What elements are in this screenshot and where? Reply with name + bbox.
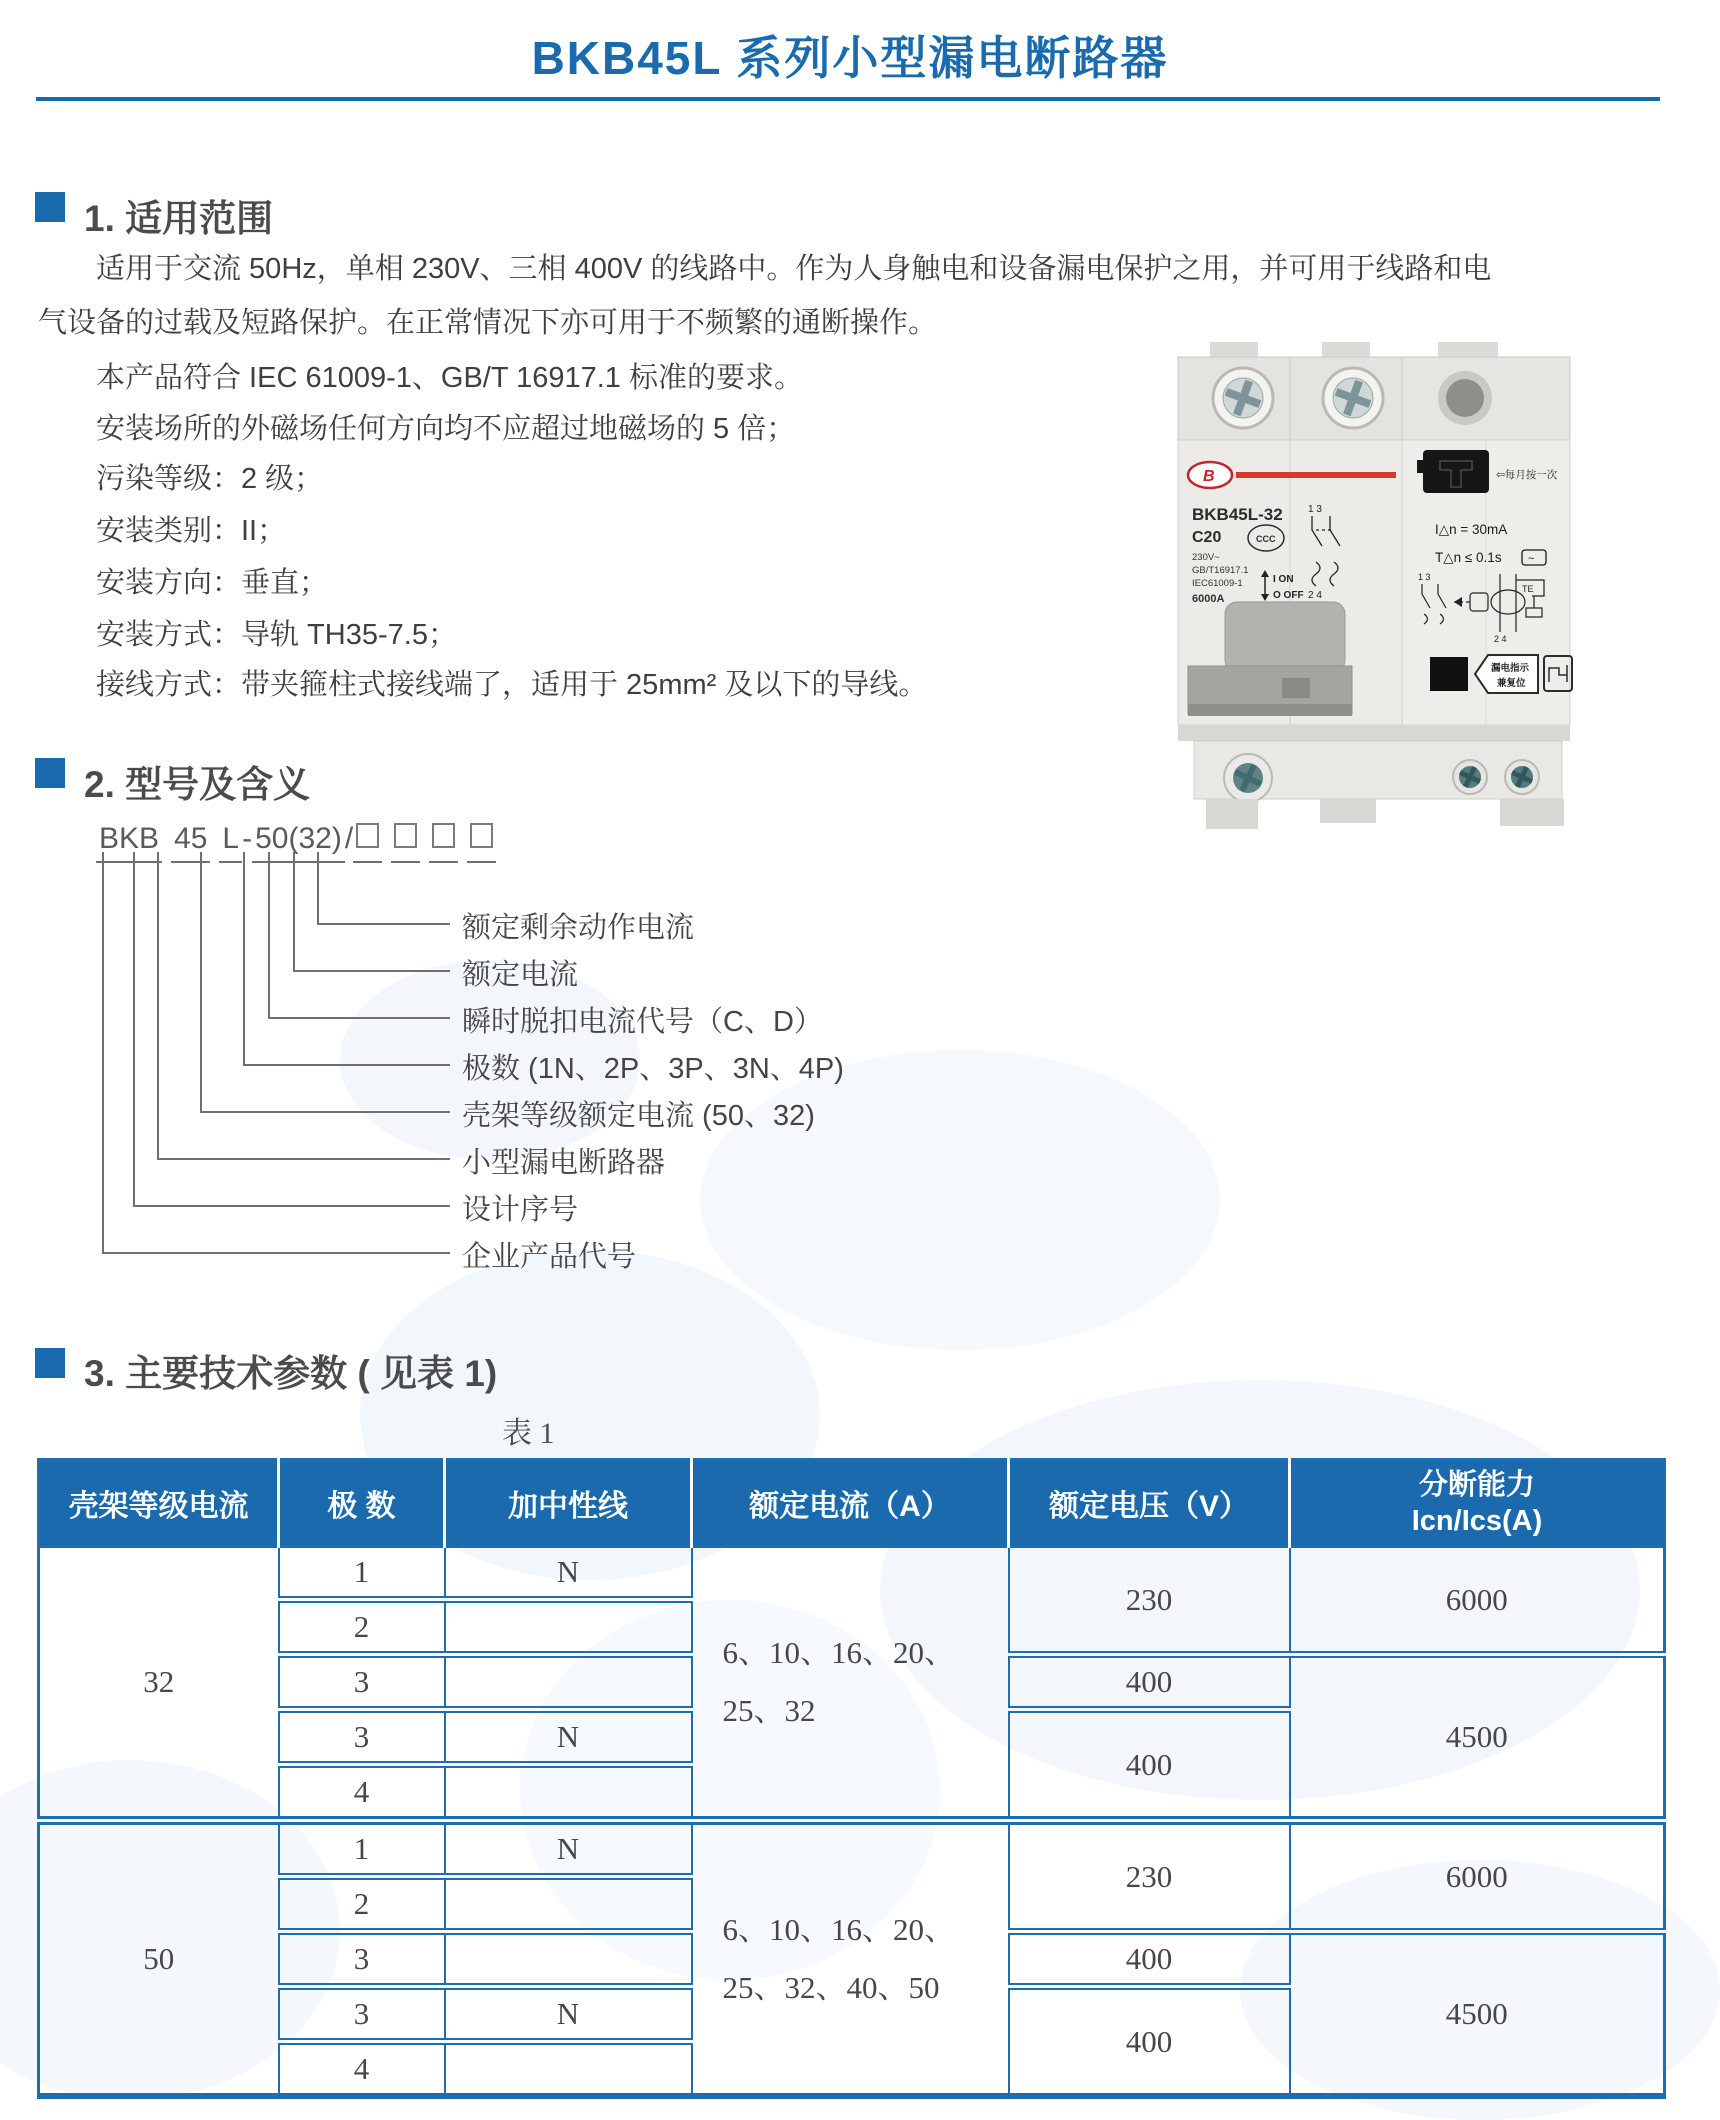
section2-bullet-icon [35,758,65,788]
model-label: BKB45L-32 [1192,505,1283,524]
header-rated-voltage: 额定电压（V） [1009,1460,1290,1547]
te-label: TE [1522,584,1534,594]
product-photo-circuit-breaker [1170,330,1595,835]
cell-neutral: N [445,1987,692,2042]
body-ledge [1178,725,1570,741]
body-line: 本产品符合 IEC 61009-1、GB/T 16917.1 标准的要求。 [96,362,803,394]
cell-neutral [445,1877,692,1932]
cell-poles: 3 [279,1655,445,1710]
svg-text:~: ~ [1528,553,1535,565]
svg-text:漏电指示: 漏电指示 [1491,663,1530,674]
body-line: 安装方式：导轨 TH35-7.5； [96,619,457,651]
header-breaking-capacity: 分断能力 Icn/Ics(A) [1290,1460,1665,1547]
body-line: 接线方式：带夹箍柱式接线端了，适用于 25mm² 及以下的导线。 [96,669,928,701]
cell-poles: 1 [279,1547,445,1600]
model-seg-l: L [219,822,242,863]
terminal-hole-icon [1438,371,1492,425]
cell-voltage: 230 [1009,1821,1290,1932]
standard-label: IEC61009-1 [1192,578,1243,589]
svg-text:1 3: 1 3 [1418,572,1431,582]
cell-voltage: 400 [1009,1987,1290,2097]
model-connector-lines [96,852,456,1264]
cell-voltage: 230 [1009,1547,1290,1655]
svg-text:兼复位: 兼复位 [1497,678,1526,689]
body-line: 适用于交流 50Hz，单相 230V、三相 400V 的线路中。作为人身触电和设备漏电保护之用，并可用于线路和电 [96,253,1492,285]
cell-breaking: 6000 [1290,1821,1665,1932]
model-meaning-label: 瞬时脱扣电流代号（C、D） [462,1006,823,1038]
cell-voltage: 400 [1009,1932,1290,1987]
terminal-screw-icon [1323,368,1383,428]
body-line: 安装方向：垂直； [96,567,329,599]
leakage-indicator-badge [1475,655,1538,693]
din-foot [1500,799,1564,826]
spec-table [37,1458,1666,2099]
connector-line [134,852,450,1206]
cell-poles: 3 [279,1710,445,1765]
on-label: I ON [1273,574,1294,585]
cell-neutral: N [445,1710,692,1765]
terminal-numbers-top: 1 3 [1308,504,1322,515]
model-seg-frame: 50(32) [252,822,345,863]
watermark-blob [700,1050,1220,1350]
bottom-screw-icon [1224,754,1272,802]
connector-line [103,852,450,1253]
model-meaning-label: 额定电流 [462,959,579,991]
trip-time-label: T△n ≤ 0.1s [1435,550,1502,565]
model-slash: / [344,822,354,855]
placeholder-square-icon [432,823,455,848]
cell-neutral [445,2042,692,2097]
cell-neutral: N [445,1821,692,1877]
model-meaning-label: 壳架等级额定电流 (50、32) [462,1100,815,1132]
placeholder-square-icon [394,823,417,848]
cell-voltage: 400 [1009,1655,1290,1710]
voltage-label: 230V~ [1192,552,1220,563]
body-line: 气设备的过载及短路保护。在正常情况下亦可用于不频繁的通断操作。 [38,307,938,339]
placeholder-square-icon [470,823,493,848]
cell-poles: 4 [279,2042,445,2097]
model-meaning-label: 额定剩余动作电流 [462,912,695,944]
model-box-residual [467,822,496,863]
section1-heading: 1. 适用范围 [84,198,274,239]
din-foot [1206,799,1258,829]
table-row [39,1547,1665,1600]
din-clip [1210,342,1258,358]
connector-line [201,852,450,1112]
connector-line [244,852,450,1065]
header-frame-current: 壳架等级电流 [39,1460,279,1547]
title-rule [36,97,1660,101]
terminal-numbers-bottom: 2 4 [1308,590,1322,601]
red-stripe [1236,472,1396,478]
header-poles: 极 数 [279,1460,445,1547]
din-clip [1438,342,1498,358]
cell-voltage: 400 [1009,1710,1290,1821]
cell-breaking: 6000 [1290,1547,1665,1655]
body-line: 安装类别：II； [96,515,287,547]
brand-logo [1188,462,1232,488]
svg-text:2 4: 2 4 [1494,634,1507,644]
terminal-screw-icon [1213,368,1273,428]
model-meaning-label: 设计序号 [462,1194,579,1226]
cell-neutral [445,1600,692,1655]
cell-neutral [445,1932,692,1987]
model-meaning-label: 极数 (1N、2P、3P、3N、4P) [462,1053,844,1085]
cell-poles: 1 [279,1821,445,1877]
cell-poles: 4 [279,1765,445,1821]
test-button [1417,450,1489,493]
header-rated-current: 额定电流（A） [692,1460,1009,1547]
connector-line [318,852,450,924]
din-foot [1320,799,1376,823]
table-header-row [39,1460,1665,1547]
cell-neutral: N [445,1547,692,1600]
cell-breaking: 4500 [1290,1932,1665,2097]
cell-frame-current: 32 [39,1547,279,1821]
cell-rated-current: 6、10、16、20、 25、32 [692,1547,1009,1821]
section3-heading: 3. 主要技术参数 ( 见表 1) [84,1353,498,1394]
body-line: 污染等级：2 级； [96,463,324,495]
model-seg-bkb: BKB [96,822,162,863]
cell-neutral [445,1765,692,1821]
placeholder-square-icon [356,823,379,848]
model-meaning-label: 小型漏电断路器 [462,1147,666,1179]
connector-line [269,852,450,1018]
section2-heading: 2. 型号及含义 [84,764,311,805]
table-row [39,1821,1665,1877]
cell-breaking: 4500 [1290,1655,1665,1821]
cell-frame-current: 50 [39,1821,279,2097]
page-title: BKB45L 系列小型漏电断路器 [531,32,1169,84]
cell-neutral [445,1655,692,1710]
cell-rated-current: 6、10、16、20、 25、32、40、50 [692,1821,1009,2097]
section3-bullet-icon [35,1348,65,1378]
table-caption: 表 1 [502,1417,555,1450]
bottom-screw-icon [1453,760,1487,794]
breaking-capacity-label: 6000A [1192,593,1225,605]
section1-bullet-icon [35,192,65,222]
model-meaning-label: 企业产品代号 [462,1241,637,1273]
rated-residual-current-label: I△n = 30mA [1435,522,1508,537]
model-dash: - [242,822,253,855]
din-clip [1322,342,1370,358]
model-seg-45: 45 [171,822,210,863]
svg-text:CCC: CCC [1256,534,1276,544]
cell-poles: 3 [279,1987,445,2042]
bottom-screw-icon [1505,760,1539,794]
brand-letter: B [1203,468,1215,485]
standard-label: GB/T16917.1 [1192,565,1249,576]
cell-poles: 2 [279,1600,445,1655]
header-neutral: 加中性线 [445,1460,692,1547]
monthly-test-note: ⇦每月按一次 [1496,469,1558,481]
off-label: O OFF [1273,590,1304,601]
body-line: 安装场所的外磁场任何方向均不应超过地磁场的 5 倍； [96,413,796,445]
leakage-indicator-window [1430,657,1468,691]
trip-code-label: C20 [1192,529,1222,546]
cell-poles: 2 [279,1877,445,1932]
cell-poles: 3 [279,1932,445,1987]
